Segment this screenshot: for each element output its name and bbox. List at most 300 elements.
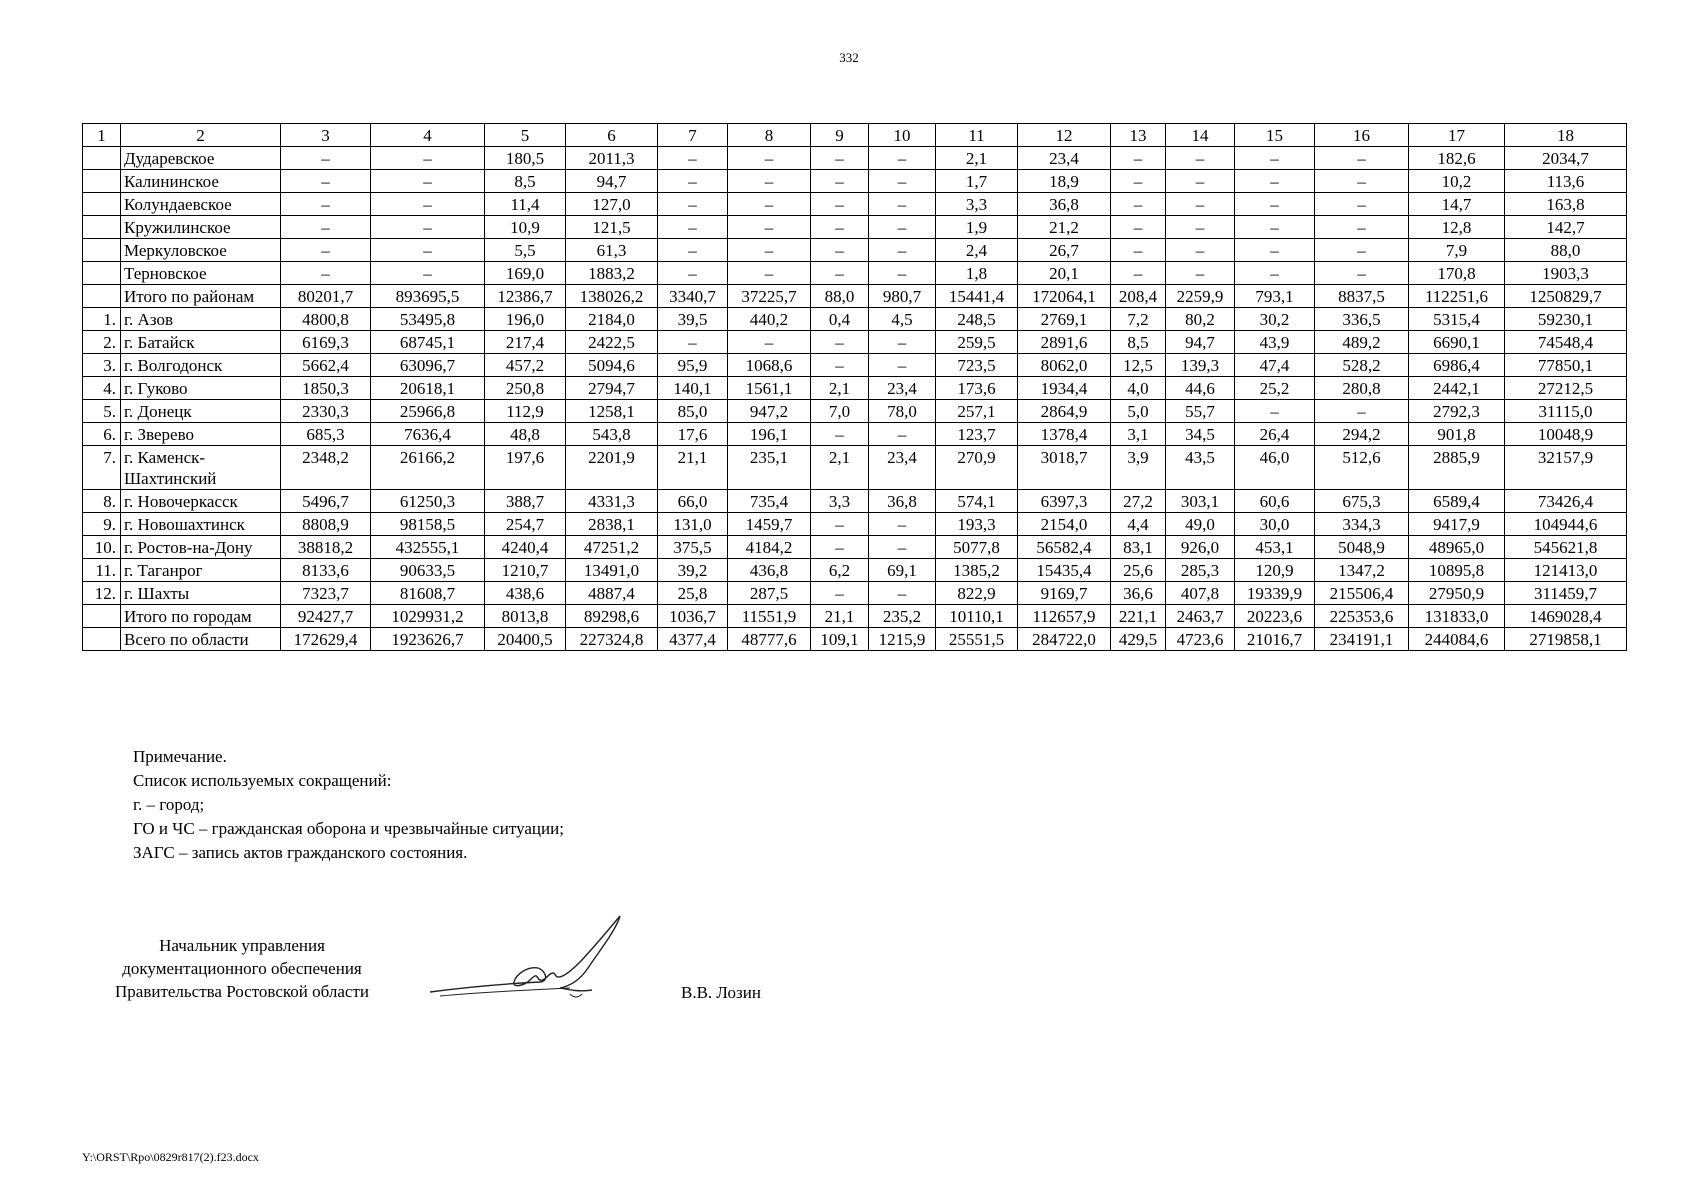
value-cell: 23,4 xyxy=(869,446,936,490)
value-cell: – xyxy=(1111,239,1166,262)
value-cell: – xyxy=(869,170,936,193)
value-cell: 83,1 xyxy=(1111,536,1166,559)
row-number-cell: 4. xyxy=(83,377,121,400)
row-number-cell: 3. xyxy=(83,354,121,377)
value-cell: 244084,6 xyxy=(1409,628,1505,651)
value-cell: 4184,2 xyxy=(728,536,811,559)
value-cell: 2184,0 xyxy=(566,308,658,331)
value-cell: 2011,3 xyxy=(566,147,658,170)
value-cell: 2,4 xyxy=(936,239,1018,262)
value-cell: 8837,5 xyxy=(1315,285,1409,308)
value-cell: 43,5 xyxy=(1166,446,1235,490)
value-cell: – xyxy=(371,193,485,216)
value-cell: 3,1 xyxy=(1111,423,1166,446)
value-cell: 1210,7 xyxy=(485,559,566,582)
value-cell: 170,8 xyxy=(1409,262,1505,285)
value-cell: – xyxy=(811,193,869,216)
table-row xyxy=(83,400,1627,423)
value-cell: 6589,4 xyxy=(1409,490,1505,513)
column-number-cell: 10 xyxy=(869,124,936,147)
row-number-cell xyxy=(83,285,121,308)
value-cell: 311459,7 xyxy=(1505,582,1627,605)
file-path: Y:\ORST\Rpo\0829r817(2).f23.docx xyxy=(82,1150,259,1164)
value-cell: 1903,3 xyxy=(1505,262,1627,285)
row-number-cell xyxy=(83,216,121,239)
value-cell: 31115,0 xyxy=(1505,400,1627,423)
value-cell: 139,3 xyxy=(1166,354,1235,377)
row-name-cell: г. Новочеркасск xyxy=(121,490,281,513)
value-cell: 34,5 xyxy=(1166,423,1235,446)
value-cell: – xyxy=(1166,147,1235,170)
value-cell: 1250829,7 xyxy=(1505,285,1627,308)
position-line-1: Начальник управления xyxy=(159,936,325,955)
value-cell: – xyxy=(371,170,485,193)
value-cell: – xyxy=(869,239,936,262)
table-row xyxy=(83,285,1627,308)
abbreviation-item: г. – город; xyxy=(133,795,205,814)
value-cell: – xyxy=(1111,216,1166,239)
value-cell: 94,7 xyxy=(1166,331,1235,354)
value-cell: 36,8 xyxy=(1018,193,1111,216)
table-row xyxy=(83,423,1627,446)
value-cell: 221,1 xyxy=(1111,605,1166,628)
value-cell: 37225,7 xyxy=(728,285,811,308)
value-cell: 545621,8 xyxy=(1505,536,1627,559)
value-cell: – xyxy=(281,147,371,170)
page-number: 332 xyxy=(839,50,859,65)
value-cell: 46,0 xyxy=(1235,446,1315,490)
value-cell: 7,0 xyxy=(811,400,869,423)
value-cell: 48777,6 xyxy=(728,628,811,651)
value-cell: 7323,7 xyxy=(281,582,371,605)
value-cell: 55,7 xyxy=(1166,400,1235,423)
table-row xyxy=(83,216,1627,239)
value-cell: 234191,1 xyxy=(1315,628,1409,651)
value-cell: 26,4 xyxy=(1235,423,1315,446)
row-name-cell: г. Таганрог xyxy=(121,559,281,582)
value-cell: – xyxy=(869,193,936,216)
row-number-cell: 6. xyxy=(83,423,121,446)
value-cell: – xyxy=(869,582,936,605)
value-cell: 334,3 xyxy=(1315,513,1409,536)
value-cell: 27212,5 xyxy=(1505,377,1627,400)
value-cell: 980,7 xyxy=(869,285,936,308)
value-cell: 235,1 xyxy=(728,446,811,490)
value-cell: – xyxy=(728,262,811,285)
value-cell: 80,2 xyxy=(1166,308,1235,331)
table-row xyxy=(83,331,1627,354)
value-cell: 1036,7 xyxy=(658,605,728,628)
value-cell: 61250,3 xyxy=(371,490,485,513)
value-cell: 63096,7 xyxy=(371,354,485,377)
value-cell: – xyxy=(371,216,485,239)
value-cell: 440,2 xyxy=(728,308,811,331)
value-cell: 172064,1 xyxy=(1018,285,1111,308)
row-number-cell xyxy=(83,605,121,628)
value-cell: 457,2 xyxy=(485,354,566,377)
row-name-cell: Колундаевское xyxy=(121,193,281,216)
value-cell: 26166,2 xyxy=(371,446,485,490)
value-cell: 26,7 xyxy=(1018,239,1111,262)
value-cell: 675,3 xyxy=(1315,490,1409,513)
value-cell: 2034,7 xyxy=(1505,147,1627,170)
value-cell: – xyxy=(728,170,811,193)
table-row xyxy=(83,147,1627,170)
value-cell: – xyxy=(1166,170,1235,193)
column-number-cell: 17 xyxy=(1409,124,1505,147)
value-cell: – xyxy=(869,262,936,285)
row-number-cell: 12. xyxy=(83,582,121,605)
value-cell: – xyxy=(281,216,371,239)
row-number-cell: 11. xyxy=(83,559,121,582)
value-cell: 21,2 xyxy=(1018,216,1111,239)
value-cell: 19339,9 xyxy=(1235,582,1315,605)
value-cell: 39,5 xyxy=(658,308,728,331)
position-line-2: документационного обеспечения xyxy=(122,959,362,978)
row-number-cell: 5. xyxy=(83,400,121,423)
value-cell: 8062,0 xyxy=(1018,354,1111,377)
value-cell: 39,2 xyxy=(658,559,728,582)
value-cell: 10110,1 xyxy=(936,605,1018,628)
row-name-cell: Терновское xyxy=(121,262,281,285)
value-cell: 9169,7 xyxy=(1018,582,1111,605)
value-cell: – xyxy=(1166,262,1235,285)
value-cell: 2885,9 xyxy=(1409,446,1505,490)
value-cell: – xyxy=(869,216,936,239)
table-row xyxy=(83,490,1627,513)
value-cell: – xyxy=(371,239,485,262)
value-cell: – xyxy=(811,536,869,559)
value-cell: – xyxy=(869,513,936,536)
value-cell: – xyxy=(1235,193,1315,216)
value-cell: 5662,4 xyxy=(281,354,371,377)
value-cell: 528,2 xyxy=(1315,354,1409,377)
value-cell: 893695,5 xyxy=(371,285,485,308)
value-cell: – xyxy=(658,170,728,193)
value-cell: – xyxy=(1235,170,1315,193)
row-number-cell xyxy=(83,170,121,193)
value-cell: 4240,4 xyxy=(485,536,566,559)
value-cell: 1258,1 xyxy=(566,400,658,423)
row-name-cell: Калининское xyxy=(121,170,281,193)
value-cell: 95,9 xyxy=(658,354,728,377)
value-cell: 2,1 xyxy=(811,446,869,490)
value-cell: – xyxy=(658,262,728,285)
row-name-cell: г. Зверево xyxy=(121,423,281,446)
value-cell: 926,0 xyxy=(1166,536,1235,559)
value-cell: 38818,2 xyxy=(281,536,371,559)
column-number-cell: 18 xyxy=(1505,124,1627,147)
value-cell: 197,6 xyxy=(485,446,566,490)
value-cell: 30,2 xyxy=(1235,308,1315,331)
value-cell: 947,2 xyxy=(728,400,811,423)
value-cell: 77850,1 xyxy=(1505,354,1627,377)
column-number-cell: 15 xyxy=(1235,124,1315,147)
value-cell: 5077,8 xyxy=(936,536,1018,559)
row-number-cell: 10. xyxy=(83,536,121,559)
value-cell: 2201,9 xyxy=(566,446,658,490)
value-cell: 15441,4 xyxy=(936,285,1018,308)
value-cell: 88,0 xyxy=(1505,239,1627,262)
column-number-cell: 5 xyxy=(485,124,566,147)
value-cell: 1459,7 xyxy=(728,513,811,536)
value-cell: 2330,3 xyxy=(281,400,371,423)
value-cell: 215506,4 xyxy=(1315,582,1409,605)
value-cell: 25,2 xyxy=(1235,377,1315,400)
value-cell: 18,9 xyxy=(1018,170,1111,193)
value-cell: – xyxy=(728,216,811,239)
value-cell: – xyxy=(811,354,869,377)
value-cell: 685,3 xyxy=(281,423,371,446)
value-cell: 1850,3 xyxy=(281,377,371,400)
value-cell: 163,8 xyxy=(1505,193,1627,216)
value-cell: 98158,5 xyxy=(371,513,485,536)
value-cell: 2792,3 xyxy=(1409,400,1505,423)
value-cell: 1347,2 xyxy=(1315,559,1409,582)
value-cell: – xyxy=(1315,239,1409,262)
value-cell: 25,6 xyxy=(1111,559,1166,582)
value-cell: 235,2 xyxy=(869,605,936,628)
value-cell: 822,9 xyxy=(936,582,1018,605)
value-cell: 6,2 xyxy=(811,559,869,582)
value-cell: 0,4 xyxy=(811,308,869,331)
value-cell: 182,6 xyxy=(1409,147,1505,170)
value-cell: 3,3 xyxy=(811,490,869,513)
value-cell: 90633,5 xyxy=(371,559,485,582)
value-cell: 7636,4 xyxy=(371,423,485,446)
row-number-cell xyxy=(83,193,121,216)
column-number-cell: 16 xyxy=(1315,124,1409,147)
value-cell: 121413,0 xyxy=(1505,559,1627,582)
value-cell: 68745,1 xyxy=(371,331,485,354)
value-cell: 285,3 xyxy=(1166,559,1235,582)
value-cell: 4800,8 xyxy=(281,308,371,331)
value-cell: – xyxy=(1111,262,1166,285)
value-cell: 2838,1 xyxy=(566,513,658,536)
value-cell: – xyxy=(281,193,371,216)
value-cell: 227324,8 xyxy=(566,628,658,651)
row-name-cell: г. Батайск xyxy=(121,331,281,354)
value-cell: – xyxy=(371,262,485,285)
value-cell: 10,2 xyxy=(1409,170,1505,193)
value-cell: – xyxy=(1111,147,1166,170)
row-name-cell: Кружилинское xyxy=(121,216,281,239)
value-cell: 27950,9 xyxy=(1409,582,1505,605)
signature-block xyxy=(82,934,402,1003)
value-cell: 280,8 xyxy=(1315,377,1409,400)
value-cell: 138026,2 xyxy=(566,285,658,308)
value-cell: 5,0 xyxy=(1111,400,1166,423)
value-cell: 254,7 xyxy=(485,513,566,536)
value-cell: 9417,9 xyxy=(1409,513,1505,536)
value-cell: 88,0 xyxy=(811,285,869,308)
value-cell: 69,1 xyxy=(869,559,936,582)
value-cell: – xyxy=(1315,147,1409,170)
value-cell: 1378,4 xyxy=(1018,423,1111,446)
row-name-cell: Итого по районам xyxy=(121,285,281,308)
value-cell: 23,4 xyxy=(869,377,936,400)
row-name-cell: г. Гуково xyxy=(121,377,281,400)
value-cell: – xyxy=(811,423,869,446)
column-number-cell: 9 xyxy=(811,124,869,147)
row-number-cell xyxy=(83,147,121,170)
table-row xyxy=(83,377,1627,400)
row-name-cell: г. Донецк xyxy=(121,400,281,423)
value-cell: 7,2 xyxy=(1111,308,1166,331)
value-cell: 89298,6 xyxy=(566,605,658,628)
value-cell: 5315,4 xyxy=(1409,308,1505,331)
row-number-cell: 1. xyxy=(83,308,121,331)
value-cell: – xyxy=(1315,216,1409,239)
data-table xyxy=(82,123,1627,651)
value-cell: 120,9 xyxy=(1235,559,1315,582)
value-cell: 48,8 xyxy=(485,423,566,446)
row-name-cell: г. Волгодонск xyxy=(121,354,281,377)
value-cell: 8808,9 xyxy=(281,513,371,536)
value-cell: – xyxy=(811,582,869,605)
value-cell: 4,4 xyxy=(1111,513,1166,536)
value-cell: 6169,3 xyxy=(281,331,371,354)
value-cell: 21,1 xyxy=(658,446,728,490)
value-cell: 12386,7 xyxy=(485,285,566,308)
value-cell: 66,0 xyxy=(658,490,728,513)
value-cell: – xyxy=(728,331,811,354)
value-cell: 4331,3 xyxy=(566,490,658,513)
value-cell: 25,8 xyxy=(658,582,728,605)
value-cell: – xyxy=(811,513,869,536)
value-cell: – xyxy=(658,147,728,170)
value-cell: 6690,1 xyxy=(1409,331,1505,354)
value-cell: 6397,3 xyxy=(1018,490,1111,513)
value-cell: – xyxy=(811,147,869,170)
value-cell: 30,0 xyxy=(1235,513,1315,536)
value-cell: 17,6 xyxy=(658,423,728,446)
value-cell: 109,1 xyxy=(811,628,869,651)
table-row xyxy=(83,308,1627,331)
value-cell: – xyxy=(281,170,371,193)
value-cell: 49,0 xyxy=(1166,513,1235,536)
value-cell: 36,8 xyxy=(869,490,936,513)
value-cell: – xyxy=(869,147,936,170)
value-cell: 489,2 xyxy=(1315,331,1409,354)
value-cell: 180,5 xyxy=(485,147,566,170)
value-cell: 92427,7 xyxy=(281,605,371,628)
value-cell: 1561,1 xyxy=(728,377,811,400)
row-number-cell xyxy=(83,262,121,285)
value-cell: 1,7 xyxy=(936,170,1018,193)
value-cell: 4377,4 xyxy=(658,628,728,651)
value-cell: 2154,0 xyxy=(1018,513,1111,536)
value-cell: 208,4 xyxy=(1111,285,1166,308)
row-name-cell: г. Новошахтинск xyxy=(121,513,281,536)
value-cell: 2719858,1 xyxy=(1505,628,1627,651)
table-row xyxy=(83,582,1627,605)
value-cell: 81608,7 xyxy=(371,582,485,605)
value-cell: 2442,1 xyxy=(1409,377,1505,400)
value-cell: 47251,2 xyxy=(566,536,658,559)
value-cell: 43,9 xyxy=(1235,331,1315,354)
value-cell: 21,1 xyxy=(811,605,869,628)
table-row xyxy=(83,446,1627,490)
value-cell: – xyxy=(1235,147,1315,170)
row-name-cell: Всего по области xyxy=(121,628,281,651)
value-cell: 1385,2 xyxy=(936,559,1018,582)
value-cell: – xyxy=(1166,193,1235,216)
row-name-cell: г. Шахты xyxy=(121,582,281,605)
value-cell: 6986,4 xyxy=(1409,354,1505,377)
value-cell: 2,1 xyxy=(936,147,1018,170)
value-cell: 20,1 xyxy=(1018,262,1111,285)
value-cell: 60,6 xyxy=(1235,490,1315,513)
value-cell: 12,8 xyxy=(1409,216,1505,239)
value-cell: 140,1 xyxy=(658,377,728,400)
value-cell: 3340,7 xyxy=(658,285,728,308)
row-name-cell: Итого по городам xyxy=(121,605,281,628)
value-cell: 2422,5 xyxy=(566,331,658,354)
table-row xyxy=(83,513,1627,536)
value-cell: 142,7 xyxy=(1505,216,1627,239)
value-cell: 80201,7 xyxy=(281,285,371,308)
value-cell: 1923626,7 xyxy=(371,628,485,651)
value-cell: 36,6 xyxy=(1111,582,1166,605)
value-cell: 4723,6 xyxy=(1166,628,1235,651)
value-cell: 12,5 xyxy=(1111,354,1166,377)
value-cell: 901,8 xyxy=(1409,423,1505,446)
value-cell: 7,9 xyxy=(1409,239,1505,262)
abbreviations-title: Список используемых сокращений: xyxy=(133,771,392,790)
value-cell: 47,4 xyxy=(1235,354,1315,377)
value-cell: 4,5 xyxy=(869,308,936,331)
table-row xyxy=(83,239,1627,262)
value-cell: 53495,8 xyxy=(371,308,485,331)
value-cell: – xyxy=(869,423,936,446)
value-cell: 735,4 xyxy=(728,490,811,513)
handwritten-signature xyxy=(420,910,630,1010)
value-cell: 56582,4 xyxy=(1018,536,1111,559)
value-cell: 432555,1 xyxy=(371,536,485,559)
table-row xyxy=(83,193,1627,216)
value-cell: – xyxy=(1235,400,1315,423)
table-row xyxy=(83,559,1627,582)
note-title: Примечание. xyxy=(133,747,227,766)
value-cell: 250,8 xyxy=(485,377,566,400)
value-cell: – xyxy=(281,239,371,262)
note-section xyxy=(133,745,564,865)
value-cell: 59230,1 xyxy=(1505,308,1627,331)
value-cell: 20618,1 xyxy=(371,377,485,400)
value-cell: 429,5 xyxy=(1111,628,1166,651)
row-number-cell: 2. xyxy=(83,331,121,354)
value-cell: 112657,9 xyxy=(1018,605,1111,628)
value-cell: – xyxy=(658,239,728,262)
value-cell: 4887,4 xyxy=(566,582,658,605)
value-cell: 104944,6 xyxy=(1505,513,1627,536)
value-cell: – xyxy=(811,216,869,239)
value-cell: – xyxy=(728,147,811,170)
value-cell: 438,6 xyxy=(485,582,566,605)
value-cell: 10048,9 xyxy=(1505,423,1627,446)
value-cell: 11,4 xyxy=(485,193,566,216)
value-cell: 8013,8 xyxy=(485,605,566,628)
value-cell: – xyxy=(1111,170,1166,193)
value-cell: 112,9 xyxy=(485,400,566,423)
value-cell: 27,2 xyxy=(1111,490,1166,513)
value-cell: 5496,7 xyxy=(281,490,371,513)
value-cell: – xyxy=(1166,239,1235,262)
value-cell: – xyxy=(811,262,869,285)
table-row xyxy=(83,354,1627,377)
abbreviation-item: ГО и ЧС – гражданская оборона и чрезвычайные ситуации; xyxy=(133,819,564,838)
